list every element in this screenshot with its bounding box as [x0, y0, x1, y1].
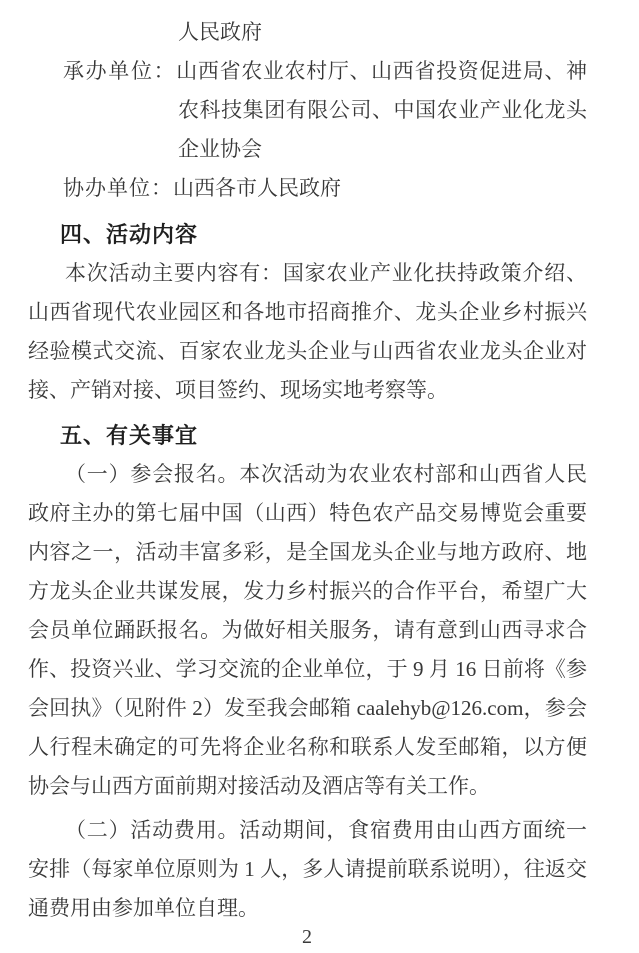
registration-line-9: 协会与山西方面前期对接活动及酒店等有关工作。	[28, 774, 490, 798]
page-number: 2	[302, 926, 312, 948]
registration-line-6: 作、投资兴业、学习交流的企业单位，于 9 月 16 日前将《参	[28, 657, 587, 681]
section-four-line-3: 经验模式交流、百家农业龙头企业与山西省农业龙头企业对	[28, 339, 587, 363]
co-organizer-line	[28, 169, 587, 208]
section-four-line-4: 接、产销对接、项目签约、现场实地考察等。	[28, 378, 448, 402]
registration-line-5: 会员单位踊跃报名。为做好相关服务，请有意到山西寻求合	[28, 618, 587, 642]
section-five-heading: 五、有关事宜	[60, 423, 199, 448]
organizer-value-part-1: 山西省农业农村厅、山西省投资促进局、神	[176, 59, 588, 83]
organizer-line-2: 农科技集团有限公司、中国农业产业化龙头	[178, 98, 587, 122]
document-body	[28, 13, 587, 928]
registration-line-4: 方龙头企业共谋发展，发力乡村振兴的合作平台，希望广大	[28, 579, 587, 603]
fees-line-1: （二）活动费用。活动期间，食宿费用由山西方面统一	[65, 818, 587, 842]
co-organizer-label: 协办单位：	[63, 176, 173, 200]
section-four-line-2: 山西省现代农业园区和各地市招商推介、龙头企业乡村振兴	[28, 300, 587, 324]
registration-line-7-email: 会回执》（见附件 2）发至我会邮箱 caalehyb@126.com，参会	[28, 696, 587, 720]
host-continuation-line: 人民政府	[178, 20, 262, 44]
organizer-line-1	[28, 52, 587, 91]
fees-line-3: 通费用由参加单位自理。	[28, 896, 259, 920]
registration-line-1: （一）参会报名。本次活动为农业农村部和山西省人民	[65, 462, 587, 486]
registration-line-2: 政府主办的第七届中国（山西）特色农产品交易博览会重要	[28, 501, 587, 525]
fees-line-2: 安排（每家单位原则为 1 人，多人请提前联系说明），往返交	[28, 857, 587, 881]
section-four-heading: 四、活动内容	[60, 222, 199, 247]
co-organizer-value: 山西各市人民政府	[173, 176, 341, 200]
registration-line-8: 人行程未确定的可先将企业名称和联系人发至邮箱，以方便	[28, 735, 587, 759]
section-four-line-1: 本次活动主要内容有：国家农业产业化扶持政策介绍、	[65, 261, 587, 285]
registration-line-3: 内容之一，活动丰富多彩，是全国龙头企业与地方政府、地	[28, 540, 587, 564]
organizer-label: 承办单位：	[63, 59, 177, 83]
organizer-line-3: 企业协会	[178, 137, 262, 161]
